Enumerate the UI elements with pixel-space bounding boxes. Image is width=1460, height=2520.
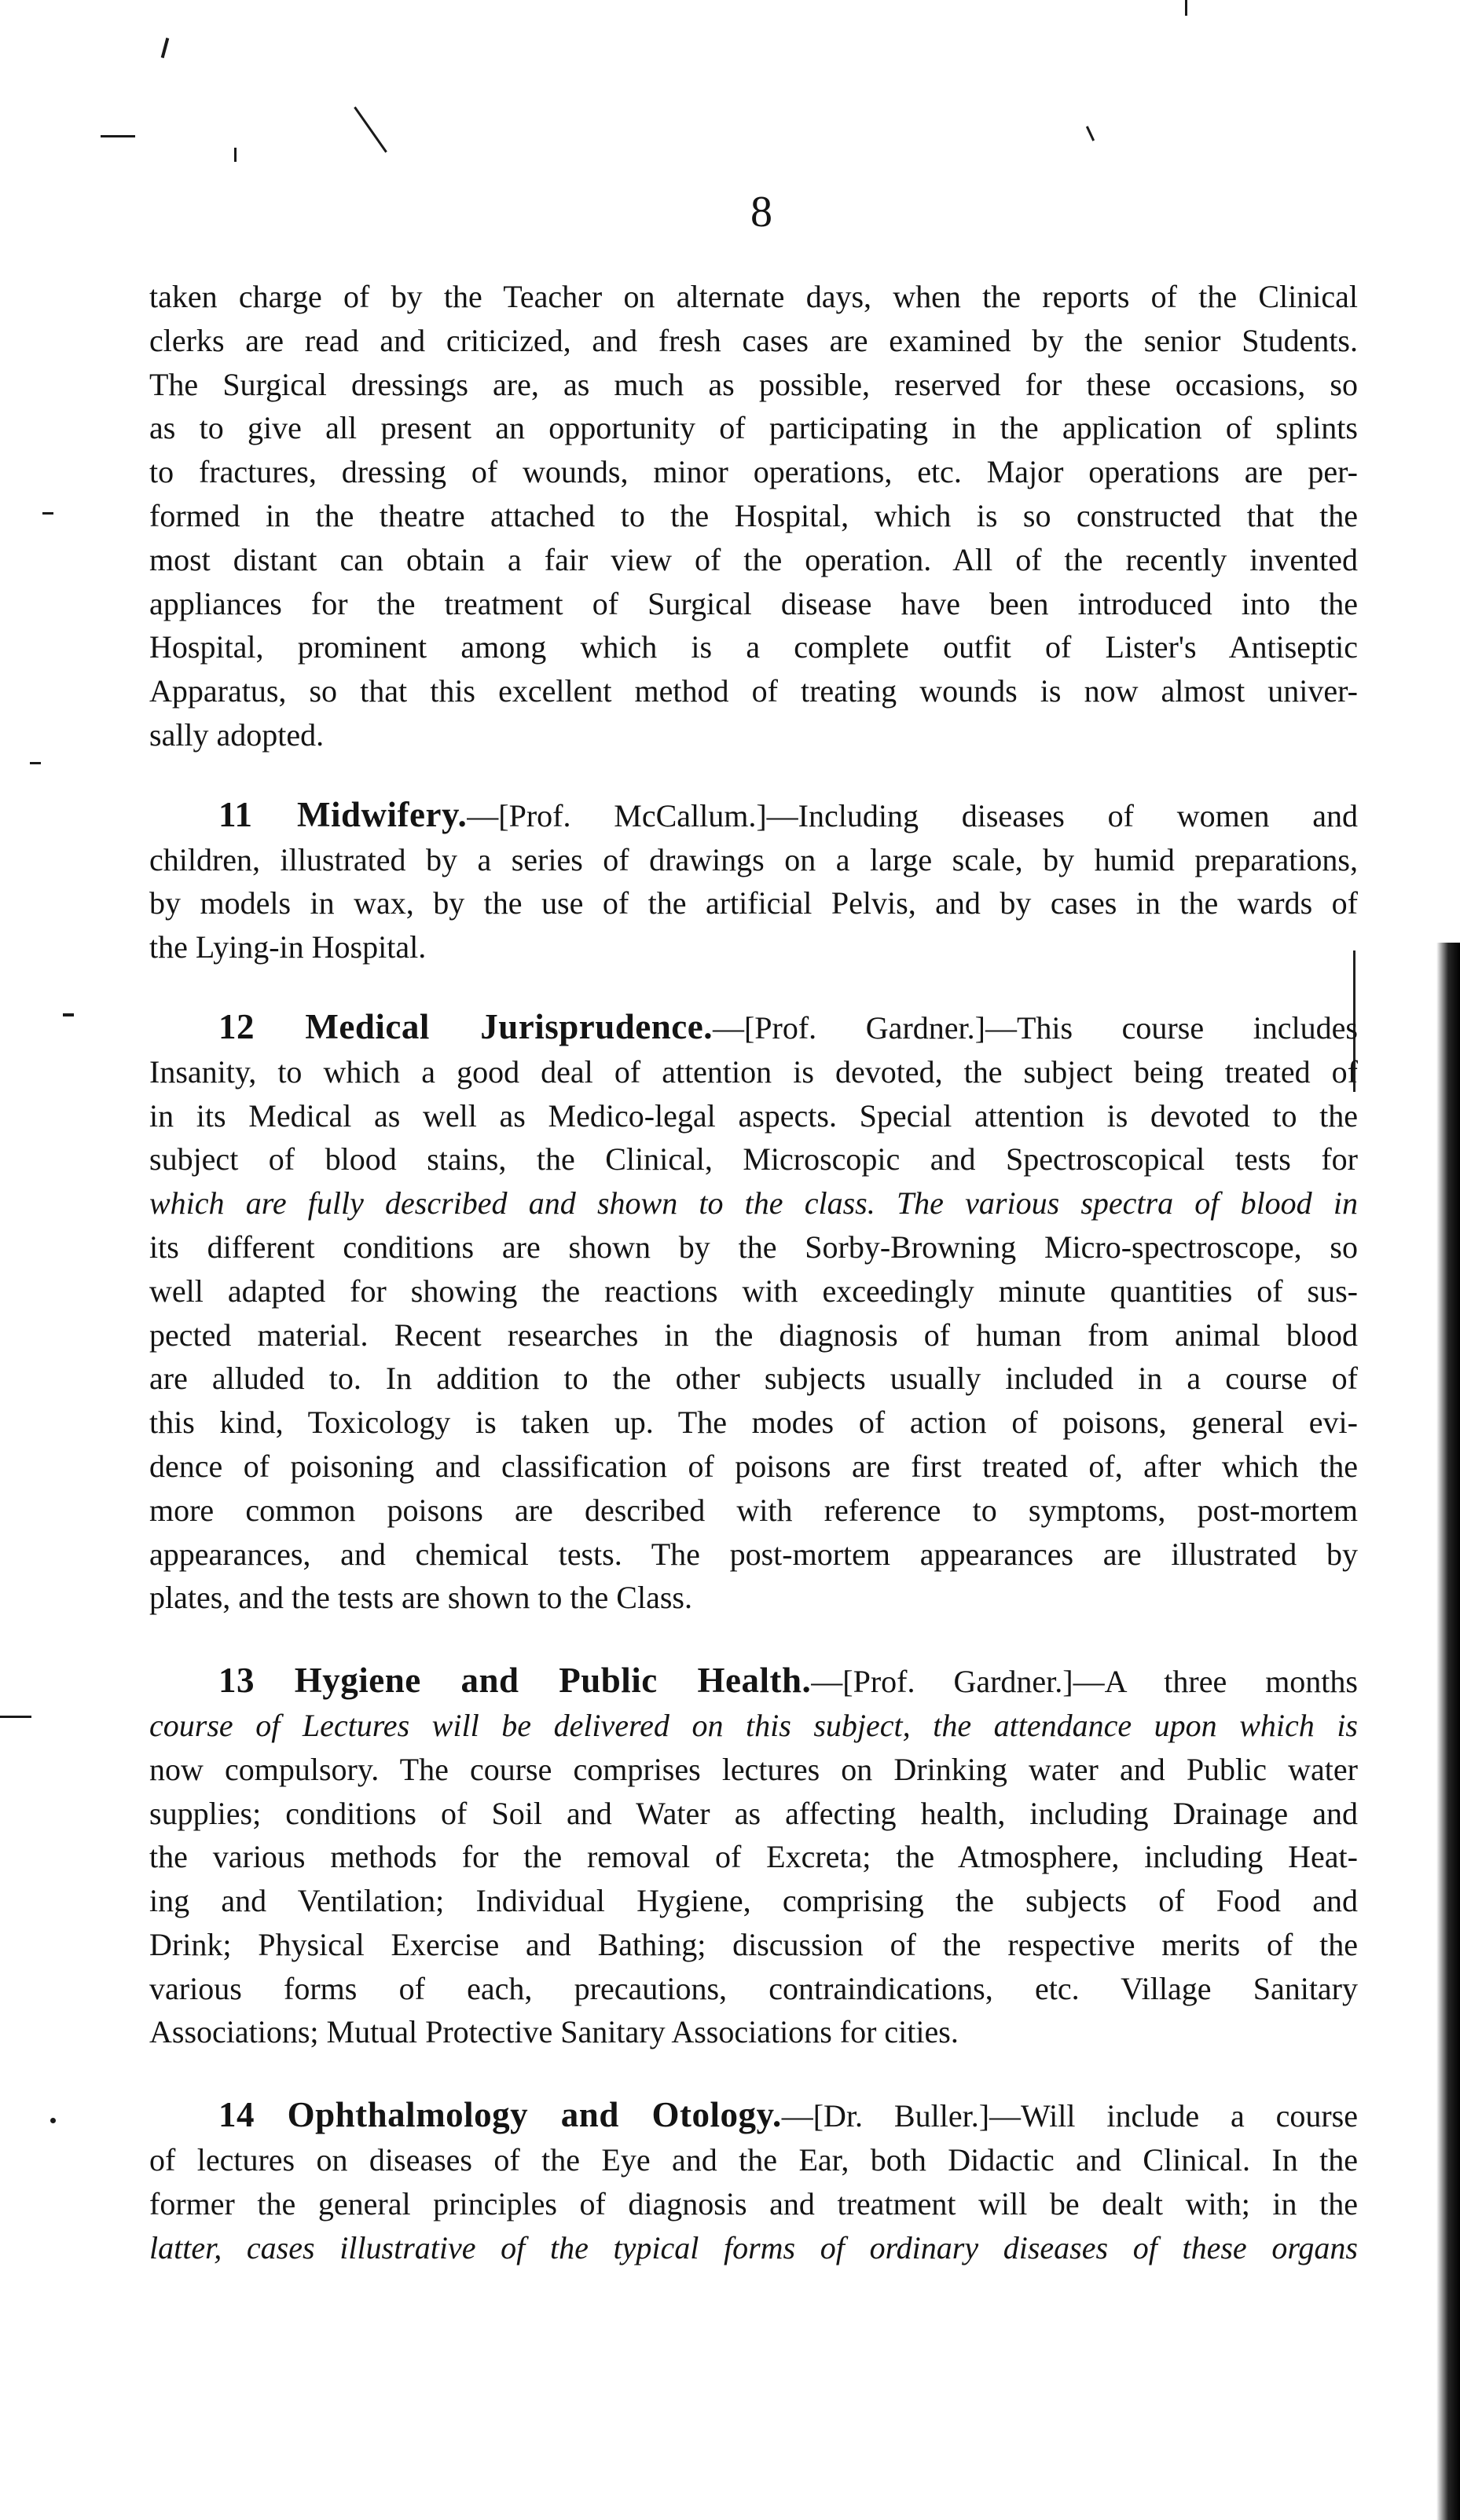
text-line: formed in the theatre attached to the Hospital, which is so constructed that the xyxy=(149,497,1358,533)
page-body xyxy=(149,275,1358,2269)
text-line: appearances, and chemical tests. The post-mortem appearances are illustrated by xyxy=(149,1536,1358,1572)
text-line: plates, and the tests are shown to the Class. xyxy=(149,1580,692,1616)
text-line: most distant can obtain a fair view of the operation. All of the recently invented xyxy=(149,541,1358,577)
section-ophthalmology-otology xyxy=(149,2093,1358,2269)
text-line: Insanity, to which a good deal of attention is devoted, the subject being treated of xyxy=(149,1053,1358,1090)
text-line: children, illustrated by a series of drawings on a large scale, by humid preparations, xyxy=(149,841,1358,877)
text-line: taken charge of by the Teacher on alternate days, when the reports of the Clinical xyxy=(149,279,1358,314)
section-midwifery xyxy=(149,793,1358,969)
scan-mark xyxy=(1086,126,1095,141)
text-line: Hospital, prominent among which is a complete outfit of Lister's Antiseptic xyxy=(149,629,1358,665)
section-first-line xyxy=(149,1005,1358,1050)
text-line: by models in wax, by the use of the artificial Pelvis, and by cases in the wards of xyxy=(149,885,1358,921)
text-line: Drink; Physical Exercise and Bathing; discussion of the respective merits of the xyxy=(149,1926,1358,1962)
page-number: 8 xyxy=(750,188,772,236)
text-line: ing and Ventilation; Individual Hygiene, comprising the subjects of Food and xyxy=(149,1883,1358,1919)
section-hygiene-public-health xyxy=(149,1659,1358,2054)
text-line: course of Lectures will be delivered on this subject, the attendance upon which is xyxy=(149,1707,1358,1743)
text-line: sally adopted. xyxy=(149,716,325,753)
text-line: its different conditions are shown by the Sorby-Browning Micro-spectroscope, so xyxy=(149,1229,1358,1265)
text-line: subject of blood stains, the Clinical, Microscopic and Spectroscopical tests for xyxy=(149,1141,1358,1178)
scan-mark xyxy=(234,148,237,162)
section-heading: 12 Medical Jurisprudence. xyxy=(218,1006,713,1046)
text-line: of lectures on diseases of the Eye and the Ear, both Didactic and Clinical. In the xyxy=(149,2142,1358,2178)
text-line: well adapted for showing the reactions with exceedingly minute quantities of sus- xyxy=(149,1273,1358,1309)
text-line: Apparatus, so that this excellent method of treating wounds is now almost univer- xyxy=(149,673,1358,709)
scan-mark xyxy=(0,1716,31,1718)
text-line: dence of poisoning and classification of poisons are first treated of, after which the xyxy=(149,1448,1358,1484)
text-line: the Lying-in Hospital. xyxy=(149,929,427,965)
scan-mark xyxy=(30,762,41,764)
text-line: —[Dr. Buller.]—Will include a course xyxy=(781,2098,1358,2134)
section-heading: 11 Midwifery. xyxy=(218,794,468,834)
section-first-line xyxy=(149,2093,1358,2138)
scan-mark xyxy=(101,135,135,137)
intro-paragraph xyxy=(149,275,1358,757)
text-line: as to give all present an opportunity of participating in the application of splints xyxy=(149,410,1358,446)
text-line: Associations; Mutual Protective Sanitary Associations for cities. xyxy=(149,2014,959,2050)
text-line: more common poisons are described with reference to symptoms, post-mortem xyxy=(149,1492,1358,1528)
text-line: to fractures, dressing of wounds, minor operations, etc. Major operations are per- xyxy=(149,454,1358,490)
text-line: latter, cases illustrative of the typical forms of ordinary diseases of these organs xyxy=(149,2229,1358,2265)
text-line: clerks are read and criticized, and fresh cases are examined by the senior Students. xyxy=(149,322,1358,358)
text-line: this kind, Toxicology is taken up. The modes of action of poisons, general evi- xyxy=(149,1405,1358,1441)
section-medical-jurisprudence xyxy=(149,1005,1358,1620)
section-heading: 13 Hygiene and Public Health. xyxy=(218,1661,812,1701)
section-first-line xyxy=(149,1659,1358,1704)
text-line: The Surgical dressings are, as much as possible, reserved for these occasions, so xyxy=(149,366,1358,402)
text-line: which are fully described and shown to the class. The various spectra of blood in xyxy=(149,1185,1358,1222)
text-line: —[Prof. Gardner.]—A three months xyxy=(811,1664,1358,1700)
text-line: the various methods for the removal of Excreta; the Atmosphere, including Heat- xyxy=(149,1839,1358,1875)
section-first-line xyxy=(149,793,1358,838)
text-line: former the general principles of diagnosis and treatment will be dealt with; in the xyxy=(149,2185,1358,2221)
text-line: in its Medical as well as Medico-legal aspects. Special attention is devoted to the xyxy=(149,1097,1358,1134)
scan-mark xyxy=(354,106,387,152)
scan-mark xyxy=(1185,0,1187,16)
scan-mark xyxy=(50,2118,56,2123)
scan-edge-shadow xyxy=(1436,943,1460,2520)
scan-mark xyxy=(63,1013,74,1016)
scan-mark xyxy=(42,512,53,515)
text-line: —[Prof. Gardner.]—This course includes xyxy=(712,1009,1358,1046)
text-line: are alluded to. In addition to the other subjects usually included in a course of xyxy=(149,1361,1358,1397)
text-line: various forms of each, precautions, contraindications, etc. Village Sanitary xyxy=(149,1970,1358,2006)
text-line: pected material. Recent researches in the diagnosis of human from animal blood xyxy=(149,1317,1358,1353)
scan-mark xyxy=(161,38,170,58)
text-line: supplies; conditions of Soil and Water as affecting health, including Drainage and xyxy=(149,1795,1358,1831)
text-line: appliances for the treatment of Surgical disease have been introduced into the xyxy=(149,585,1358,621)
text-line: —[Prof. McCallum.]—Including diseases of women and xyxy=(467,797,1359,833)
text-line: now compulsory. The course comprises lectures on Drinking water and Public water xyxy=(149,1751,1358,1787)
section-heading: 14 Ophthalmology and Otology. xyxy=(218,2095,782,2135)
